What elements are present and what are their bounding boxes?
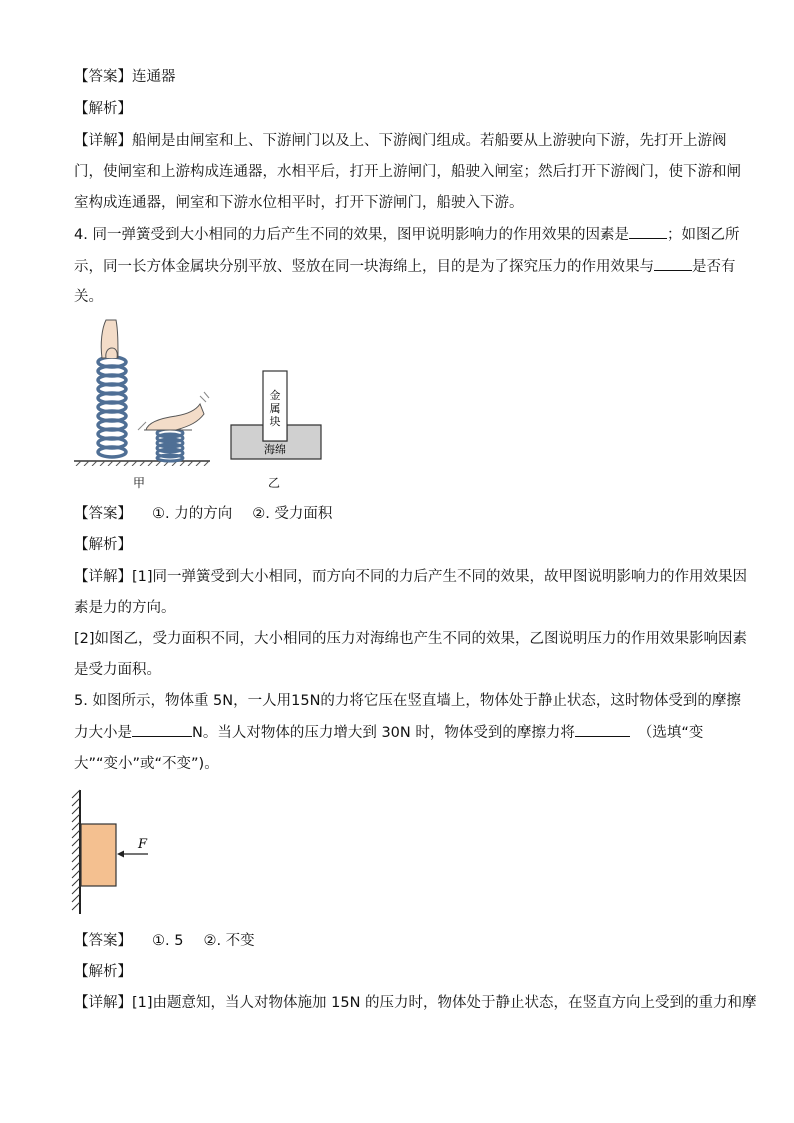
q3-analysis-label: 【解析】: [74, 101, 132, 117]
q5-question-line-3: 大”“变小”或“不变”)。: [74, 756, 219, 772]
q4-detail-line-4: 是受力面积。: [74, 662, 161, 678]
q4-analysis-label: 【解析】: [74, 537, 132, 553]
force-arrowhead: [117, 851, 124, 858]
q4-detail-line-3: [2]如图乙，受力面积不同，大小相同的压力对海绵也产生不同的效果，乙图说明压力的作用效果影响因素: [74, 631, 748, 647]
question-text: （选填“变: [637, 725, 704, 741]
q3-detail-line-1: [74, 131, 727, 151]
wall-hatching: [72, 790, 80, 910]
q4-answer-line: [74, 504, 332, 524]
detail-text: 船闸是由闸室和上、下游闸门以及上、下游阀门组成。若船要从上游驶向下游，先打开上游阀: [132, 133, 727, 149]
q4-detail-line-1: [74, 567, 747, 587]
answer-label: 【答案】: [74, 933, 132, 949]
question-text: N。当人对物体的压力增大到 30N 时，物体受到的摩擦力将: [192, 725, 575, 741]
stretched-spring: [98, 357, 126, 457]
q3-answer-line: [74, 67, 176, 87]
answer-blank-2: [575, 722, 630, 737]
spring-figure: [72, 318, 212, 466]
answer-blank-2: [654, 256, 692, 271]
answer-option-1: ①. 力的方向: [152, 506, 233, 522]
answer-option-1: ①. 5: [152, 933, 184, 949]
detail-text: [1]同一弹簧受到大小相同，而方向不同的力后产生不同的效果，故甲图说明影响力的作用效果因: [132, 569, 748, 585]
pressing-hand-icon: [146, 404, 204, 430]
answer-label: 【答案】: [74, 506, 132, 522]
q5-question-line-1: 5. 如图所示，物体重 5N，一人用15N的力将它压在竖直墙上，物体处于静止状态，这时物体受到的摩擦: [74, 693, 741, 709]
q4-question-line-3: 关。: [74, 289, 103, 305]
q5-question-line-2: [74, 722, 703, 743]
force-label: F: [138, 837, 148, 852]
answer-text: 连通器: [132, 69, 176, 85]
q3-detail-line-2: 门，使闸室和上游构成连通器，水相平后，打开上游闸门，船驶入闸室；然后打开下游阀门，使下游和闸: [74, 164, 741, 180]
question-text: ；如图乙所: [666, 227, 740, 243]
q4-detail-line-2: 素是力的方向。: [74, 600, 176, 616]
sponge-figure: [229, 369, 323, 461]
object-block: [81, 824, 116, 886]
q3-detail-line-3: 室构成连通器，闸室和下游水位相平时，打开下游闸门，船驶入下游。: [74, 195, 524, 211]
q4-question-line-1: [74, 224, 739, 245]
detail-label: 【详解】: [74, 569, 132, 585]
q5-analysis-label: 【解析】: [74, 964, 132, 980]
compressed-spring: [157, 429, 183, 461]
detail-label: 【详解】: [74, 133, 132, 149]
answer-option-2: ②. 不变: [203, 933, 255, 949]
q4-question-line-2: [74, 256, 736, 277]
block-label-3: 块: [269, 415, 281, 428]
figure-caption-jia: 甲: [133, 476, 146, 490]
answer-blank-1: [629, 224, 667, 239]
block-label-2: 属: [269, 402, 281, 415]
question-text: 4. 同一弹簧受到大小相同的力后产生不同的效果，图甲说明影响力的作用效果的因素是: [74, 227, 629, 243]
sponge-label: 海绵: [264, 443, 286, 456]
figure-caption-yi: 乙: [268, 476, 281, 490]
answer-blank-1: [132, 722, 192, 737]
question-text: 是否有: [692, 259, 736, 275]
question-text: 力大小是: [74, 725, 132, 741]
answer-label: 【答案】: [74, 69, 132, 85]
answer-option-2: ②. 受力面积: [252, 506, 333, 522]
detail-text: [1]由题意知，当人对物体施加 15N 的压力时，物体处于静止状态，在竖直方向上受到的重力和摩: [132, 995, 757, 1011]
q5-answer-line: [74, 931, 255, 951]
block-label-1: 金: [269, 389, 281, 402]
detail-label: 【详解】: [74, 995, 132, 1011]
question-text: 示，同一长方体金属块分别平放、竖放在同一块海绵上，目的是为了探究压力的作用效果与: [74, 259, 654, 275]
q5-detail-line-1: [74, 993, 757, 1013]
wall-block-figure: [68, 788, 168, 916]
